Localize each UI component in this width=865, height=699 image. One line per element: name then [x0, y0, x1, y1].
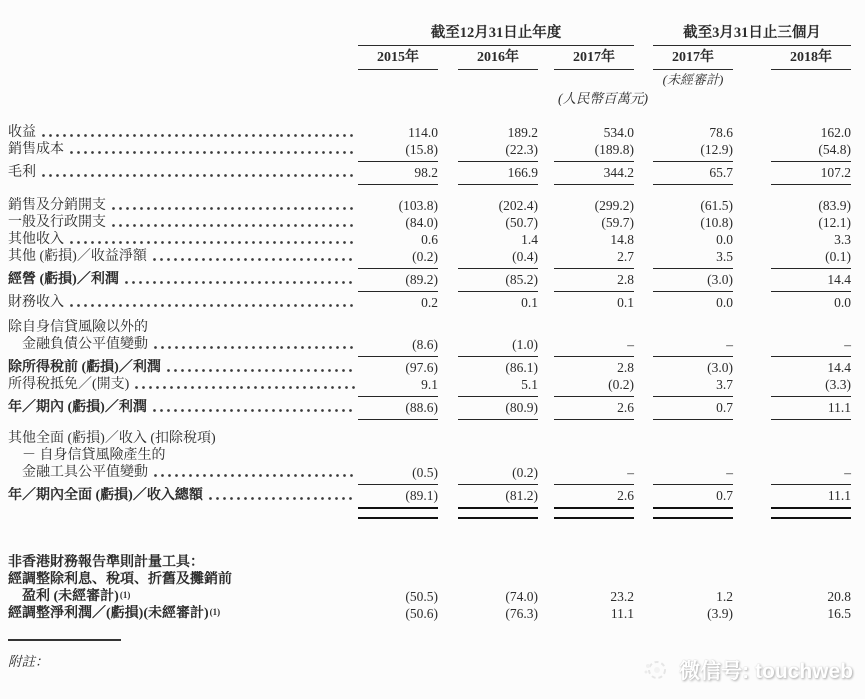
cell-value: [458, 319, 538, 336]
cell-value: (50.7): [505, 215, 538, 230]
financial-table-body: [8, 124, 865, 622]
rule-segment: [771, 158, 851, 162]
cell-value: 166.9: [507, 165, 538, 180]
cell-value: 344.2: [603, 165, 634, 180]
table-row: [8, 124, 865, 141]
table-row: [8, 197, 865, 214]
rule-segment: [771, 288, 851, 292]
row-label-cell: [8, 359, 358, 376]
cell-value: 9.1: [421, 377, 438, 392]
cell-value: 3.7: [716, 377, 733, 392]
rule-segment: [458, 158, 538, 162]
table-row: [8, 248, 865, 265]
cell-value: 2.7: [617, 249, 634, 264]
rule-segment: [554, 181, 634, 185]
row-label: 銷售成本: [8, 142, 64, 157]
cell-value: 65.7: [709, 165, 733, 180]
cell-value: [458, 571, 538, 588]
rule-segment: [554, 353, 634, 357]
cell-value: [653, 430, 733, 447]
table-row: [8, 231, 865, 248]
cell-value: [554, 447, 634, 464]
row-label: 金融負債公平值變動: [22, 337, 148, 352]
cell-value: [771, 447, 851, 464]
rule-segment: [358, 181, 438, 185]
dot-leader: [110, 214, 355, 231]
currency-note: (人民幣百萬元): [558, 91, 648, 106]
row-label-superscript: (1): [119, 590, 131, 600]
cell-value: [358, 430, 438, 447]
cell-value: 107.2: [820, 165, 851, 180]
cell-value: [653, 571, 733, 588]
table-row: [8, 464, 865, 481]
cell-value: (74.0): [505, 589, 538, 604]
cell-value: (80.9): [505, 400, 538, 415]
cell-value: 2.8: [617, 360, 634, 375]
cell-value: (89.1): [405, 488, 438, 503]
rule-segment: [554, 265, 634, 269]
table-row: [8, 487, 865, 504]
row-label: 毛利: [8, 165, 36, 180]
cell-value: (3.0): [707, 272, 733, 287]
rule-segment: [458, 393, 538, 397]
rule-spacer: [8, 504, 358, 521]
footnote-label: 附註：: [8, 654, 49, 669]
cell-value: 0.7: [716, 400, 733, 415]
row-label: 銷售及分銷開支: [8, 198, 106, 213]
rule-spacer: [8, 416, 358, 422]
cell-value: [358, 447, 438, 464]
table-row: [8, 319, 865, 336]
table-year-header-row: [8, 50, 865, 70]
table-row: [8, 164, 865, 181]
cell-value: (12.9): [700, 142, 733, 157]
rule-segment: [653, 158, 733, 162]
cell-value: 14.4: [827, 272, 851, 287]
dot-leader: [165, 359, 355, 376]
row-label-cell: [8, 571, 358, 588]
dot-leader: [133, 376, 355, 393]
rule-segment: [358, 393, 438, 397]
unaudited-note-row: [8, 73, 865, 87]
footnote-divider: [8, 639, 121, 641]
dot-leader: [68, 294, 355, 311]
rule-segment: [358, 288, 438, 292]
group-header-spacer: [8, 25, 358, 46]
rule-segment: [653, 181, 733, 185]
row-label-cell: [8, 141, 358, 158]
dot-leader: [123, 271, 355, 288]
currency-note-row: [8, 90, 865, 107]
row-label: 盈利 (未經審計): [22, 589, 119, 604]
cell-value: (0.1): [825, 249, 851, 264]
cell-value: [554, 430, 634, 447]
row-label: 經營 (虧損)／利潤: [8, 272, 119, 287]
cell-value: (59.7): [601, 215, 634, 230]
row-label-cell: [8, 487, 358, 504]
rule-segment: [458, 265, 538, 269]
cell-value: [358, 319, 438, 336]
cell-value: 0.0: [716, 295, 733, 310]
table-row: [8, 588, 865, 605]
rule-segment: [653, 481, 733, 485]
cell-value: (103.8): [398, 198, 438, 213]
row-label: 其他全面 (虧損)／收入 (扣除稅項): [8, 431, 216, 446]
rule-segment: [653, 416, 733, 420]
rule-segment: [653, 393, 733, 397]
rule-segment: [358, 481, 438, 485]
rule-segment: [458, 507, 538, 519]
row-label-cell: [8, 164, 358, 181]
row-label-cell: [8, 399, 358, 416]
table-row: [8, 447, 865, 464]
row-label-cell: [8, 376, 358, 393]
cell-value: [554, 554, 634, 571]
cell-value: (12.1): [818, 215, 851, 230]
rule-segment: [771, 393, 851, 397]
row-label: 一般及行政開支: [8, 215, 106, 230]
cell-value: (3.9): [707, 606, 733, 621]
cell-value: (3.3): [825, 377, 851, 392]
cell-value: 0.7: [716, 488, 733, 503]
row-label-cell: [8, 294, 358, 311]
rule-segment: [554, 288, 634, 292]
table-row: [8, 376, 865, 393]
year-header-2015: 2015年: [358, 50, 438, 70]
year-header-2017q1: 2017年: [653, 50, 733, 70]
cell-value: (84.0): [405, 215, 438, 230]
cell-value: [554, 571, 634, 588]
table-row: [8, 554, 865, 571]
cell-value: [771, 430, 851, 447]
cell-value: 534.0: [603, 125, 634, 140]
cell-value: –: [627, 337, 634, 352]
rule-segment: [358, 158, 438, 162]
row-label: 收益: [8, 125, 36, 140]
cell-value: (89.2): [405, 272, 438, 287]
cell-value: 0.2: [421, 295, 438, 310]
cell-value: –: [844, 465, 851, 480]
row-label-cell: [8, 231, 358, 248]
cell-value: (10.8): [700, 215, 733, 230]
cell-value: (76.3): [505, 606, 538, 621]
cell-value: (50.6): [405, 606, 438, 621]
cell-value: 1.4: [521, 232, 538, 247]
year-header-2016: 2016年: [458, 50, 538, 70]
cell-value: [358, 571, 438, 588]
cell-value: 0.0: [834, 295, 851, 310]
row-label: 除自身信貸風險以外的: [8, 320, 148, 335]
rule-segment: [554, 481, 634, 485]
rule-segment: [458, 353, 538, 357]
cell-value: 189.2: [507, 125, 538, 140]
cell-value: (15.8): [405, 142, 438, 157]
cell-value: 3.3: [834, 232, 851, 247]
cell-value: (54.8): [818, 142, 851, 157]
cell-value: 3.5: [716, 249, 733, 264]
row-label: 其他收入: [8, 232, 64, 247]
dot-leader: [68, 231, 355, 248]
dot-leader: [40, 124, 355, 141]
cell-value: 11.1: [610, 606, 634, 621]
row-label: 經調整除利息、稅項、折舊及攤銷前: [8, 572, 232, 587]
rule-segment: [653, 265, 733, 269]
row-label-superscript: (1): [209, 607, 221, 617]
cell-value: (0.2): [512, 465, 538, 480]
cell-value: 14.4: [827, 360, 851, 375]
row-label: 非香港財務報告準則計量工具：: [8, 555, 204, 570]
cell-value: 20.8: [827, 589, 851, 604]
cell-value: 23.2: [610, 589, 634, 604]
cell-value: –: [726, 337, 733, 352]
rule-segment: [653, 288, 733, 292]
row-label-cell: [8, 447, 358, 464]
cell-value: (85.2): [505, 272, 538, 287]
year-header-2018q1: 2018年: [771, 50, 851, 70]
year-header-2017: 2017年: [554, 50, 634, 70]
cell-value: [458, 554, 538, 571]
cell-value: 114.0: [408, 125, 438, 140]
rule-segment: [653, 353, 733, 357]
cell-value: 2.6: [617, 488, 634, 503]
cell-value: [653, 447, 733, 464]
cell-value: [771, 571, 851, 588]
rule-segment: [358, 353, 438, 357]
rule-spacer: [8, 181, 358, 187]
table-row: [8, 336, 865, 353]
rule-segment: [554, 416, 634, 420]
rule-segment: [358, 416, 438, 420]
wechat-sketch-icon: [642, 656, 670, 684]
table-row: [8, 399, 865, 416]
row-label-cell: [8, 554, 358, 571]
rule-segment: [554, 393, 634, 397]
row-label: 金融工具公平值變動: [22, 465, 148, 480]
cell-value: (0.5): [412, 465, 438, 480]
row-label-cell: [8, 271, 358, 288]
cell-value: (22.3): [505, 142, 538, 157]
row-label: 除所得稅前 (虧損)／利潤: [8, 360, 161, 375]
cell-value: [653, 554, 733, 571]
cell-value: 162.0: [820, 125, 851, 140]
table-row: [8, 430, 865, 447]
group-header-annual: 截至12月31日止年度: [358, 25, 634, 46]
rule-segment: [554, 507, 634, 519]
row-label: － 自身信貸風險產生的: [22, 448, 166, 463]
cell-value: (0.2): [608, 377, 634, 392]
row-label: 財務收入: [8, 295, 64, 310]
cell-value: (61.5): [700, 198, 733, 213]
cell-value: 16.5: [827, 606, 851, 621]
cell-value: 0.1: [521, 295, 538, 310]
cell-value: 5.1: [521, 377, 538, 392]
dot-leader: [207, 487, 355, 504]
table-rule-single: [8, 181, 865, 187]
cell-value: 0.0: [716, 232, 733, 247]
table-rule-double: [8, 504, 865, 521]
row-label-cell: [8, 248, 358, 265]
cell-value: 2.6: [617, 400, 634, 415]
cell-value: (86.1): [505, 360, 538, 375]
table-row: [8, 294, 865, 311]
table-row: [8, 605, 865, 622]
table-rule-single: [8, 416, 865, 422]
cell-value: [458, 447, 538, 464]
rule-segment: [358, 507, 438, 519]
table-row: [8, 271, 865, 288]
rule-segment: [458, 181, 538, 185]
rule-segment: [771, 481, 851, 485]
dot-leader: [110, 197, 355, 214]
row-label: 年／期內全面 (虧損)／收入總額: [8, 488, 203, 503]
table-row: [8, 359, 865, 376]
cell-value: 11.1: [827, 488, 851, 503]
dot-leader: [151, 248, 355, 265]
cell-value: –: [627, 465, 634, 480]
table-row: [8, 571, 865, 588]
cell-value: [771, 554, 851, 571]
rule-segment: [771, 507, 851, 519]
cell-value: 11.1: [827, 400, 851, 415]
cell-value: [554, 319, 634, 336]
row-label-cell: [8, 124, 358, 141]
dot-leader: [68, 141, 355, 158]
cell-value: 0.1: [617, 295, 634, 310]
cell-value: (88.6): [405, 400, 438, 415]
rule-segment: [554, 158, 634, 162]
rule-segment: [771, 181, 851, 185]
table-row: [8, 214, 865, 231]
cell-value: –: [844, 337, 851, 352]
table-row: [8, 141, 865, 158]
cell-value: 14.8: [610, 232, 634, 247]
watermark-text: 微信号: touchweb: [679, 660, 853, 683]
dot-leader: [40, 164, 355, 181]
dot-leader: [152, 336, 355, 353]
rule-segment: [771, 353, 851, 357]
row-label: 年／期內 (虧損)／利潤: [8, 400, 147, 415]
row-label-cell: [8, 336, 358, 353]
table-group-header-row: [8, 25, 865, 46]
watermark: [642, 655, 853, 685]
row-label-cell: [8, 430, 358, 447]
year-header-spacer: [8, 50, 358, 70]
cell-value: 1.2: [716, 589, 733, 604]
cell-value: (81.2): [505, 488, 538, 503]
row-label-cell: [8, 464, 358, 481]
row-label-cell: [8, 605, 358, 622]
cell-value: (97.6): [405, 360, 438, 375]
cell-value: (8.6): [412, 337, 438, 352]
row-label-cell: [8, 588, 358, 605]
cell-value: [653, 319, 733, 336]
dot-leader: [151, 399, 355, 416]
cell-value: (189.8): [594, 142, 634, 157]
rule-segment: [358, 265, 438, 269]
cell-value: (50.5): [405, 589, 438, 604]
row-label: 經調整淨利潤／(虧損)(未經審計): [8, 606, 209, 621]
cell-value: [771, 319, 851, 336]
cell-value: 0.6: [421, 232, 438, 247]
rule-segment: [458, 481, 538, 485]
row-label-cell: [8, 197, 358, 214]
row-label: 所得稅抵免／(開支): [8, 377, 130, 392]
cell-value: [458, 430, 538, 447]
cell-value: (1.0): [512, 337, 538, 352]
cell-value: (299.2): [594, 198, 634, 213]
row-label-cell: [8, 319, 358, 336]
row-label: 其他 (虧損)／收益淨額: [8, 249, 147, 264]
group-header-quarter: 截至3月31日止三個月: [653, 25, 851, 46]
cell-value: 78.6: [709, 125, 733, 140]
cell-value: [358, 554, 438, 571]
cell-value: 2.8: [617, 272, 634, 287]
cell-value: 98.2: [414, 165, 438, 180]
cell-value: –: [726, 465, 733, 480]
row-label-cell: [8, 214, 358, 231]
rule-segment: [653, 507, 733, 519]
cell-value: (0.4): [512, 249, 538, 264]
unaudited-note: (未經審計): [662, 72, 724, 87]
rule-segment: [771, 416, 851, 420]
cell-value: (3.0): [707, 360, 733, 375]
cell-value: (0.2): [412, 249, 438, 264]
rule-segment: [771, 265, 851, 269]
rule-segment: [458, 416, 538, 420]
dot-leader: [152, 464, 355, 481]
cell-value: (83.9): [818, 198, 851, 213]
rule-segment: [458, 288, 538, 292]
cell-value: (202.4): [498, 198, 538, 213]
